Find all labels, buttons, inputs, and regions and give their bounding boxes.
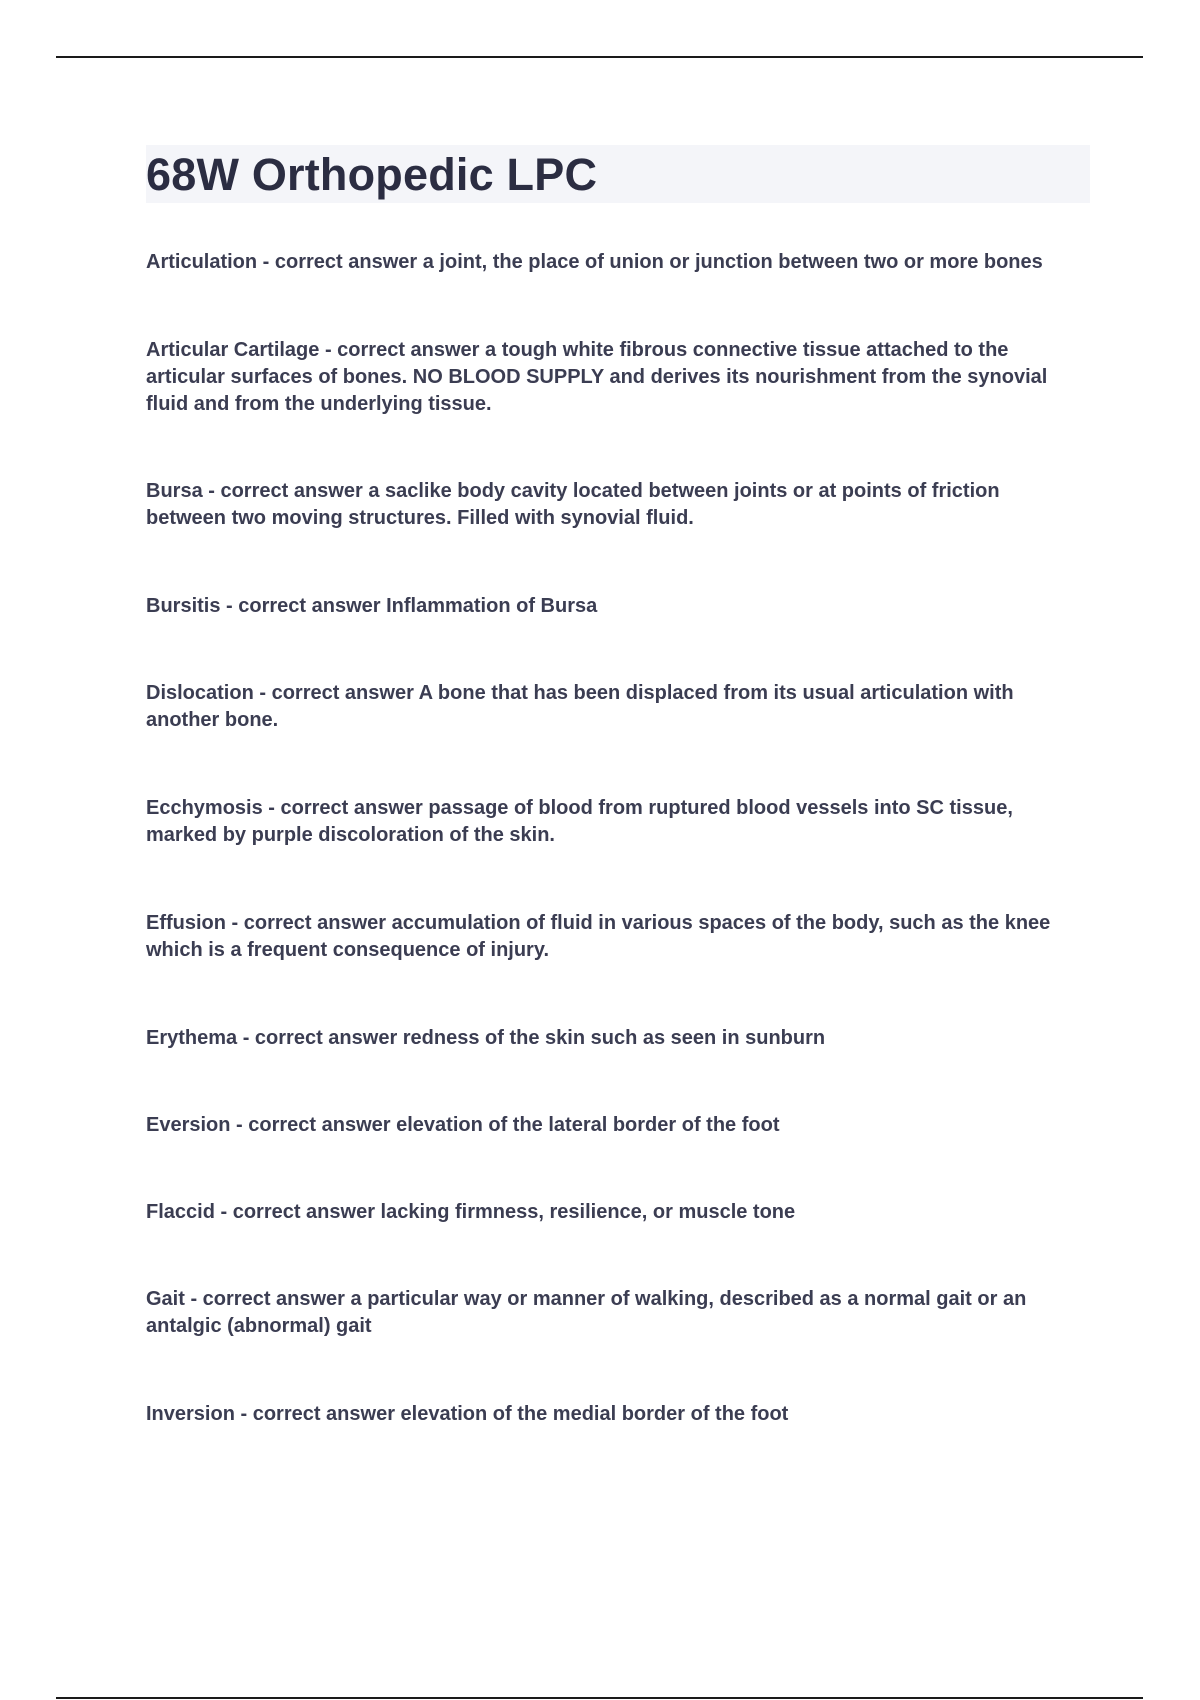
term-entry-dislocation: Dislocation - correct answer A bone that has been displaced from its usual articulation with another bone. — [146, 682, 1014, 731]
term-entry-bursa: Bursa - correct answer a saclike body cavity located between joints or at points of friction between two moving structures. Filled with synovial fluid. — [146, 480, 1000, 529]
term-entry-gait: Gait - correct answer a particular way or manner of walking, described as a normal gait or an antalgic (abnormal) gait — [146, 1288, 1027, 1337]
document-title: 68W Orthopedic LPC — [146, 148, 598, 200]
term-entry-flaccid: Flaccid - correct answer lacking firmness, resilience, or muscle tone — [146, 1201, 796, 1223]
top-rule — [56, 56, 1143, 58]
document-body — [146, 145, 1090, 1428]
term-entry-inversion: Inversion - correct answer elevation of the medial border of the foot — [146, 1403, 789, 1425]
term-entry-effusion: Effusion - correct answer accumulation of fluid in various spaces of the body, such as the knee which is a frequent consequence of injury. — [146, 912, 1051, 961]
title-bar — [146, 145, 1090, 203]
term-entry-bursitis: Bursitis - correct answer Inflammation of Bursa — [146, 595, 598, 617]
term-entry-articular-cartilage: Articular Cartilage - correct answer a tough white fibrous connective tissue attached to the articular surfaces of bones. NO BLOOD SUPPLY and derives its nourishment from the synovial fluid and from the underlying tissue. — [146, 339, 1048, 415]
term-entry-eversion: Eversion - correct answer elevation of the lateral border of the foot — [146, 1114, 780, 1136]
term-entry-erythema: Erythema - correct answer redness of the skin such as seen in sunburn — [146, 1027, 826, 1049]
bottom-rule — [56, 1697, 1143, 1699]
term-entry-articulation: Articulation - correct answer a joint, the place of union or junction between two or more bones — [146, 251, 1043, 273]
term-list — [146, 249, 1090, 1428]
term-entry-ecchymosis: Ecchymosis - correct answer passage of blood from ruptured blood vessels into SC tissue, marked by purple discoloration of the skin. — [146, 797, 1013, 846]
